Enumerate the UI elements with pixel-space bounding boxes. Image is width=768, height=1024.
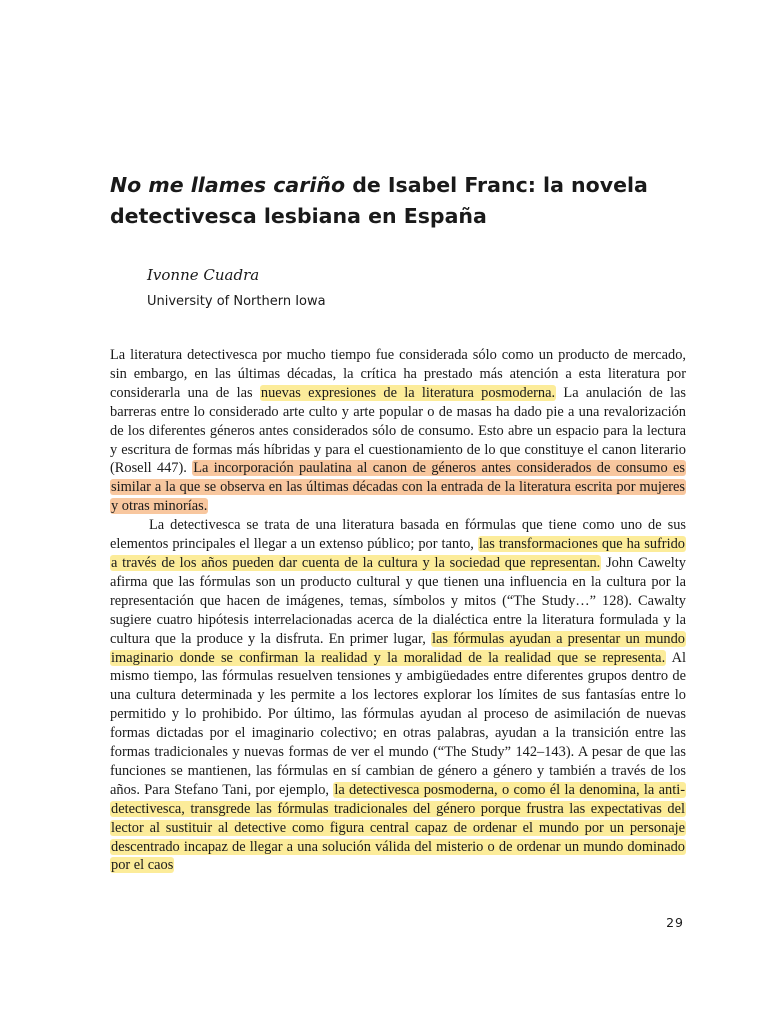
page-number: 29	[666, 915, 684, 930]
title-book-name: No me llames cariño	[110, 173, 346, 197]
highlighted-passage[interactable]: nuevas expresiones de la literatura posmoderna.	[260, 384, 556, 401]
highlighted-passage[interactable]: La incorporación paulatina al canon de géneros antes considerados de consumo es similar a la que se observa en las últimas décadas con la entrada de la literatura escrita por mujeres y otras minorías.	[111, 460, 685, 515]
text-segment: John Cawelty afirma que las fórmulas son un producto cultural y que tienen una influencia en la cultura por la representación que hacen de imágenes, temas, símbolos y mitos (“The Study…” 128). Cawalty sugiere cuatro hipótesis interrelacionadas acerca de la dialéctica entre la literatura formulada y la cultura que la produce y la disfruta. En primer lugar,	[110, 554, 686, 647]
highlighted-passage[interactable]: la detectivesca posmoderna, o como él la denomina, la anti-detectivesca, transgrede las fórmulas tradicionales del género porque frustra las expectativas del lector al sustituir al detective como figura central capaz de ordenar el mundo por un personaje descentrado incapaz de llegar a una solución válida del misterio o de ordenar un mundo dominado por el caos	[111, 781, 685, 874]
highlighted-passage[interactable]: las fórmulas ayudan a presentar un mundo imaginario donde se confirman la realidad y la moralidad de la realidad que se representa.	[111, 630, 685, 666]
author-affiliation: University of Northern Iowa	[147, 294, 326, 309]
article-body	[110, 346, 686, 875]
text-segment: La literatura detectivesca por mucho tiempo fue considerada sólo como un producto de mercado, sin embargo, en las últimas décadas, la crítica ha prestado más atención a esta literatura por considerarla una de las	[110, 347, 686, 401]
text-segment: Al mismo tiempo, las fórmulas resuelven tensiones y ambigüedades entre diferentes grupos dentro de una cultura determinada y les permite a los lectores explorar los límites de sus fantasías entre lo permitido y lo prohibido. Por último, las fórmulas ayudan al proceso de asimilación de nuevas formas dictadas por el imaginario colectivo; en otras palabras, ayudan a la transición entre las formas tradicionales y nuevas formas de ver el mundo (“The Study” 142–143). A pesar de que las funciones se mantienen, las fórmulas en sí cambian de género a género y también a través de los años. Para Stefano Tani, por ejemplo,	[110, 649, 686, 798]
paragraph-2	[110, 516, 686, 875]
text-segment: La detectivesca se trata de una literatura basada en fórmulas que tiene como uno de sus elementos principales el llegar a un extenso público; por tanto,	[110, 517, 686, 553]
paragraph-1	[110, 346, 686, 516]
text-segment: La anulación de las barreras entre lo considerado arte culto y arte popular o de masas ha dado pie a una revalorización de los diferentes géneros antes considerados sólo de consumo. Esto abre un espacio para la lectura y escritura de formas más híbridas y para el cuestionamiento de lo que constituye el canon literario (Rosell 447).	[110, 384, 686, 477]
highlighted-passage[interactable]: las transformaciones que ha sufrido a través de los años pueden dar cuenta de la cultura y la sociedad que representan.	[111, 536, 685, 571]
title-rest: de Isabel Franc: la novela detectivesca lesbiana en España	[110, 173, 648, 228]
author-name: Ivonne Cuadra	[147, 266, 260, 284]
article-title	[110, 170, 670, 232]
